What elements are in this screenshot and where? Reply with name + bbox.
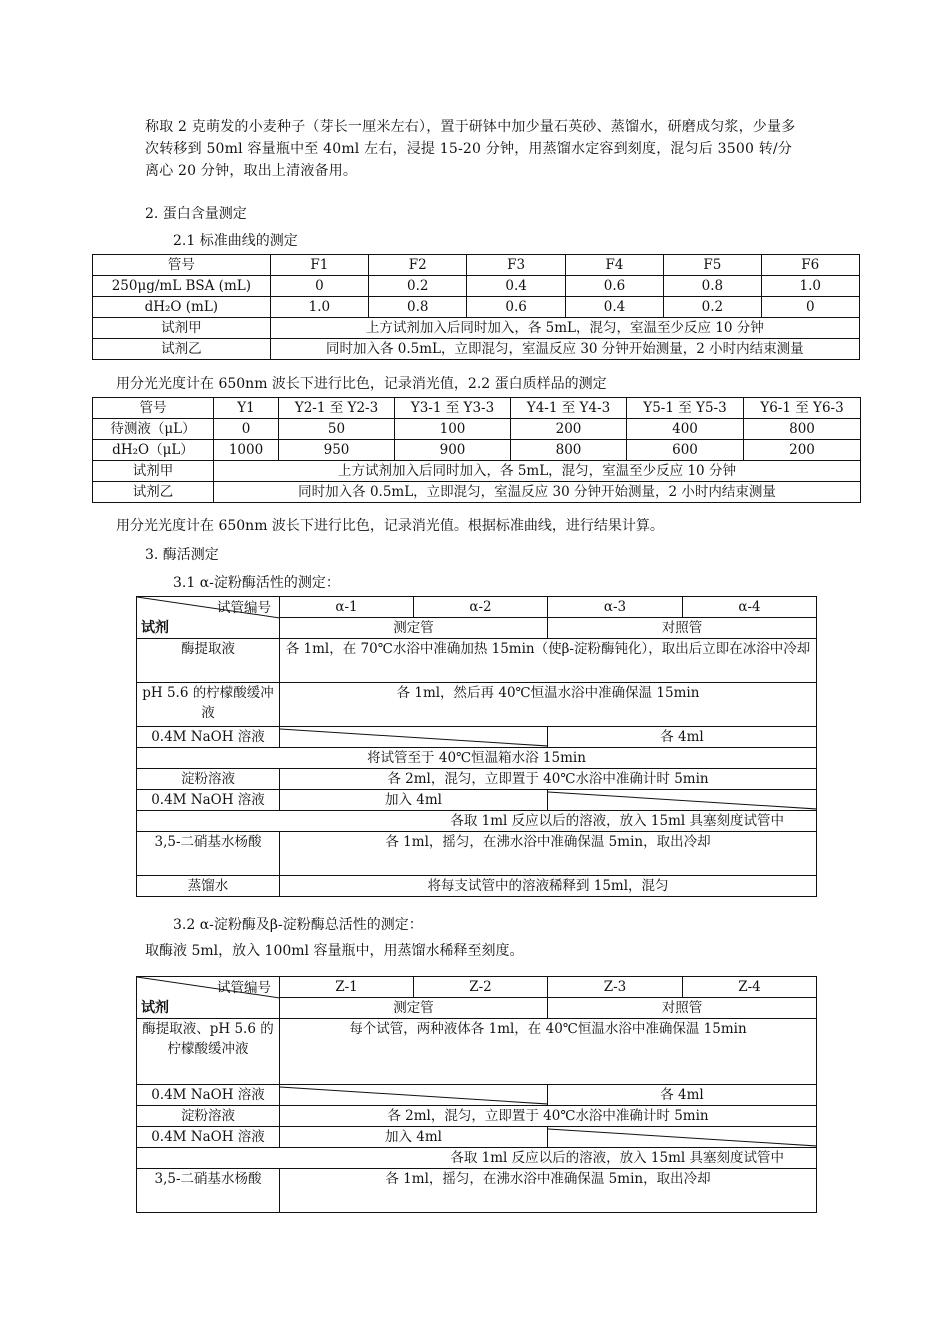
table-cell: 0 [270,276,368,297]
table-cell: 0.4 [467,276,565,297]
table-cell: 将试管至于 40℃恒温箱水浴 15min [137,748,817,769]
table-cell: pH 5.6 的柠檬酸缓冲液 [137,683,280,727]
table-cell: 3,5-二硝基水杨酸 [137,1169,280,1213]
note-2: 用分光光度计在 650nm 波长下进行比色，记录消光值。根据标准曲线，进行结果计算。 [116,518,664,534]
table-cell: 加入 4ml [280,1127,548,1148]
table-cell: 上方试剂加入后同时加入，各 5mL，混匀，室温至少反应 10 分钟 [214,461,861,482]
table-cell: 1.0 [761,276,859,297]
table-cell: 各 2ml，混匀，立即置于 40℃水浴中准确计时 5min [280,769,817,790]
table-cell: 各 4ml [548,1085,817,1106]
table-cell: 同时加入各 0.5mL，立即混匀，室温反应 30 分钟开始测量，2 小时内结束测量 [270,339,859,360]
table-cell: 同时加入各 0.5mL，立即混匀，室温反应 30 分钟开始测量，2 小时内结束测量 [214,482,861,503]
corner-header-bottom: 试剂 [141,1000,169,1016]
table-header-cell: F4 [565,255,663,276]
table-header-cell: F6 [761,255,859,276]
table-header-cell: F3 [467,255,565,276]
table-cell: 各 1ml，在 70℃水浴中准确加热 15min（使β-淀粉酶钝化），取出后立即在冰浴中冷却 [280,639,817,683]
table-cell: 0.2 [664,297,761,318]
table-cell: 各取 1ml 反应以后的溶液，放入 15ml 具塞刻度试管中 [137,811,817,832]
corner-header-top: 试管编号 [217,980,271,996]
alpha-amylase-table [136,596,817,897]
table-header-cell: Y6-1 至 Y6-3 [744,398,861,419]
table-row [93,318,860,339]
slash-line [548,1127,817,1148]
table-cell: 1000 [214,440,279,461]
table-row [93,461,861,482]
standard-curve-table [92,254,860,360]
table-row [137,977,817,998]
table-row [137,1148,817,1169]
total-amylase-table [136,976,817,1213]
table-cell: 100 [395,419,511,440]
table-row [137,1106,817,1127]
measure-group-header: 测定管 [280,618,548,639]
slash-line [280,1085,548,1106]
table-cell: 50 [279,419,395,440]
tube-header: α-4 [683,597,817,618]
table-header-cell: F5 [664,255,761,276]
table-cell: 蒸馏水 [137,876,280,897]
table-row [93,440,861,461]
table-cell: 每个试管，两种液体各 1ml，在 40℃恒温水浴中准确保温 15min [280,1019,817,1085]
empty-slashed-cell [548,1127,817,1148]
table-header-cell: 管号 [93,398,214,419]
table-cell: 酶提取液、pH 5.6 的柠檬酸缓冲液 [137,1019,280,1085]
table-cell: 待测液（μL） [93,419,214,440]
section-2-heading: 2. 蛋白含量测定 [145,206,247,222]
table-cell: 淀粉溶液 [137,769,280,790]
table-cell: 试剂甲 [93,318,271,339]
control-group-header: 对照管 [548,998,817,1019]
table-cell: 950 [279,440,395,461]
table-header-cell: 管号 [93,255,271,276]
table-cell: 各 1ml，然后再 40℃恒温水浴中准确保温 15min [280,683,817,727]
table-header-cell: Y4-1 至 Y4-3 [511,398,627,419]
corner-header-cell [137,977,280,1019]
table-cell: 400 [627,419,744,440]
table-row [137,790,817,811]
corner-header-top: 试管编号 [217,600,271,616]
section-3-heading: 3. 酶活测定 [145,547,219,563]
table-row [137,876,817,897]
corner-header-cell [137,597,280,639]
table-cell: 将每支试管中的溶液稀释到 15ml，混匀 [280,876,817,897]
table-cell: 各 1ml，摇匀，在沸水浴中准确保温 5min，取出冷却 [280,1169,817,1213]
table-row [93,398,861,419]
table-row [137,727,817,748]
table-cell: 各 2ml，混匀，立即置于 40℃水浴中准确计时 5min [280,1106,817,1127]
table-cell: 各取 1ml 反应以后的溶液，放入 15ml 具塞刻度试管中 [137,1148,817,1169]
section-3-2-heading: 3.2 α-淀粉酶及β-淀粉酶总活性的测定： [173,917,423,933]
empty-slashed-cell [548,790,817,811]
table-row [93,255,860,276]
table-cell: 各 1ml，摇匀，在沸水浴中准确保温 5min，取出冷却 [280,832,817,876]
table-row [137,683,817,727]
slash-line [280,727,548,748]
table-cell: 加入 4ml [280,790,548,811]
table-row [93,297,860,318]
tube-header: Z-1 [280,977,414,998]
table-row [93,339,860,360]
slash-line [548,790,817,811]
table-cell: 0.4 [565,297,663,318]
table-cell: 200 [511,419,627,440]
table-header-cell: F1 [270,255,368,276]
table-cell: 3,5-二硝基水杨酸 [137,832,280,876]
corner-header-bottom: 试剂 [141,620,169,636]
empty-slashed-cell [280,1085,548,1106]
tube-header: α-3 [548,597,683,618]
table-row [93,276,860,297]
table-header-cell: F2 [369,255,467,276]
table-row [137,1019,817,1085]
table-cell: 0.6 [565,276,663,297]
table-cell: 0 [761,297,859,318]
table-header-cell: Y3-1 至 Y3-3 [395,398,511,419]
tube-header: Z-3 [548,977,683,998]
table-cell: 试剂甲 [93,461,214,482]
table-cell: dH₂O（μL） [93,440,214,461]
table-row [93,482,861,503]
table-cell: 0.8 [369,297,467,318]
section-3-1-heading: 3.1 α-淀粉酶活性的测定： [173,575,340,591]
table-cell: 0.4M NaOH 溶液 [137,790,280,811]
tube-header: α-2 [414,597,548,618]
table-row [137,832,817,876]
table-row [93,419,861,440]
table-cell: 800 [744,419,861,440]
table-cell: 1.0 [270,297,368,318]
table-row [137,1085,817,1106]
table-cell: 0.2 [369,276,467,297]
table-header-cell: Y5-1 至 Y5-3 [627,398,744,419]
table-cell: 0.6 [467,297,565,318]
table-cell: 0.4M NaOH 溶液 [137,1127,280,1148]
table-cell: 酶提取液 [137,639,280,683]
table-cell: 0.4M NaOH 溶液 [137,727,280,748]
table-cell: 600 [627,440,744,461]
tube-header: Z-4 [683,977,817,998]
control-group-header: 对照管 [548,618,817,639]
table-cell: dH₂O (mL) [93,297,271,318]
tube-header: α-1 [280,597,414,618]
table-cell: 0.4M NaOH 溶液 [137,1085,280,1106]
table-cell: 0.8 [664,276,761,297]
empty-slashed-cell [280,727,548,748]
note-1: 用分光光度计在 650nm 波长下进行比色，记录消光值，2.2 蛋白质样品的测定 [116,376,607,392]
table-cell: 800 [511,440,627,461]
table-row [137,811,817,832]
tube-header: Z-2 [414,977,548,998]
protein-sample-table [92,397,861,503]
table-header-cell: Y2-1 至 Y2-3 [279,398,395,419]
table-cell: 250μg/mL BSA (mL) [93,276,271,297]
table-row [137,1169,817,1213]
table-cell: 试剂乙 [93,482,214,503]
table-header-cell: Y1 [214,398,279,419]
table-row [137,639,817,683]
table-cell: 0 [214,419,279,440]
table-cell: 试剂乙 [93,339,271,360]
table-cell: 各 4ml [548,727,817,748]
table-row [137,1127,817,1148]
table-cell: 200 [744,440,861,461]
section-3-2-note: 取酶液 5ml，放入 100ml 容量瓶中，用蒸馏水稀释至刻度。 [145,943,524,959]
table-row [137,769,817,790]
table-row [137,748,817,769]
intro-paragraph: 称取 2 克萌发的小麦种子（芽长一厘米左右），置于研钵中加少量石英砂、蒸馏水，研磨成匀浆，少量多次转移到 50ml 容量瓶中至 40ml 左右，浸提 15-20 分钟，用蒸馏水定容到刻度，混匀后 3500 转/分离心 20 分钟，取出上清液备用。 [145,119,796,179]
table-cell: 淀粉溶液 [137,1106,280,1127]
section-2-1-heading: 2.1 标准曲线的测定 [173,233,298,249]
table-row [137,597,817,618]
table-cell: 上方试剂加入后同时加入，各 5mL，混匀，室温至少反应 10 分钟 [270,318,859,339]
table-cell: 900 [395,440,511,461]
measure-group-header: 测定管 [280,998,548,1019]
